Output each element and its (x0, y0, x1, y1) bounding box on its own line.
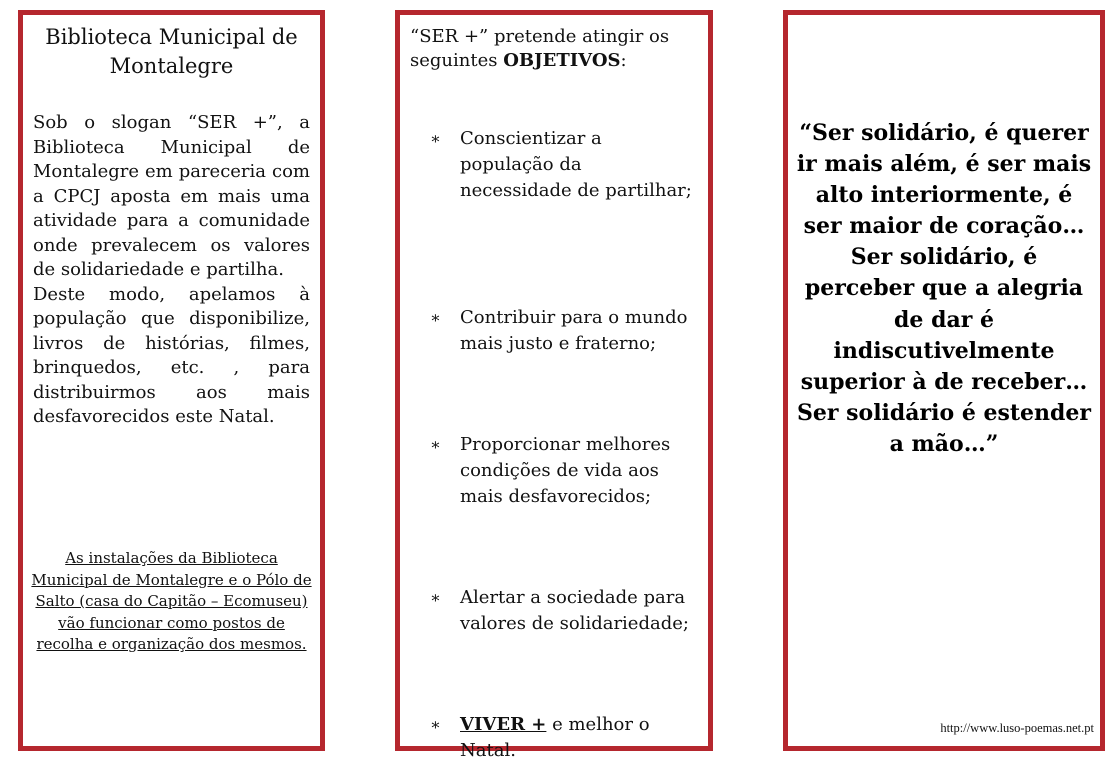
objective-item-viver (430, 712, 698, 764)
source-url: http://www.luso-poemas.net.pt (940, 721, 1094, 735)
objective-item (430, 126, 698, 204)
collection-points-note: As instalações da Biblioteca Municipal de Montalegre e o Pólo de Salto (casa do Capitão – Ecomuseu) vão funcionar como postos de recolha e organização dos mesmos. (31, 549, 312, 653)
objective-text (460, 712, 698, 764)
left-title (23, 23, 320, 81)
asterisk-bullet-icon: ∗ (430, 715, 441, 734)
objective-text: Contribuir para o mundo mais justo e fraterno; (460, 307, 688, 354)
objectives-colon: : (620, 50, 627, 71)
asterisk-bullet-icon: ∗ (430, 588, 441, 607)
objective-item (430, 585, 698, 637)
solidarity-quote: “Ser solidário, é querer ir mais além, é ser mais alto interiormente, é ser maior de coração… Ser solidário, é perceber que a alegria de dar é indiscutivelmente superior à de receber… Ser solidário é estender a mão…” (796, 120, 1092, 457)
left-paragraph-2: Deste modo, apelamos à população que disponibilize, livros de histórias, filmes, brinquedos, etc. , para distribuirmos aos mais desfavorecidos este Natal. (33, 283, 310, 427)
objective-text: Alertar a sociedade para valores de solidariedade; (460, 587, 689, 634)
left-title-line1: Biblioteca Municipal de (45, 25, 298, 49)
objective-text: Conscientizar a população da necessidade de partilhar; (460, 128, 692, 201)
viver-rest-text: e melhor o Natal. (460, 714, 650, 761)
asterisk-bullet-icon: ∗ (430, 435, 441, 454)
left-body (33, 111, 310, 430)
objective-item (430, 305, 698, 357)
left-paragraph-1: Sob o slogan “SER +”, a Biblioteca Municipal de Montalegre em pareceria com a CPCJ aposta em mais uma atividade para a comunidade onde prevalecem os valores de solidariedade e partilha. (33, 112, 310, 280)
left-panel (18, 10, 325, 751)
objectives-intro (410, 25, 698, 73)
asterisk-bullet-icon: ∗ (430, 129, 441, 148)
objectives-intro-text: “SER +” pretende atingir os seguintes (410, 26, 670, 71)
left-title-line2: Montalegre (109, 54, 234, 78)
middle-panel (395, 10, 713, 761)
objective-item (430, 432, 698, 510)
objectives-heading: OBJETIVOS (503, 50, 621, 71)
asterisk-bullet-icon: ∗ (430, 308, 441, 327)
right-panel (783, 10, 1105, 751)
viver-mais-label: VIVER + (460, 714, 547, 735)
objective-text: Proporcionar melhores condições de vida aos mais desfavorecidos; (460, 434, 671, 507)
